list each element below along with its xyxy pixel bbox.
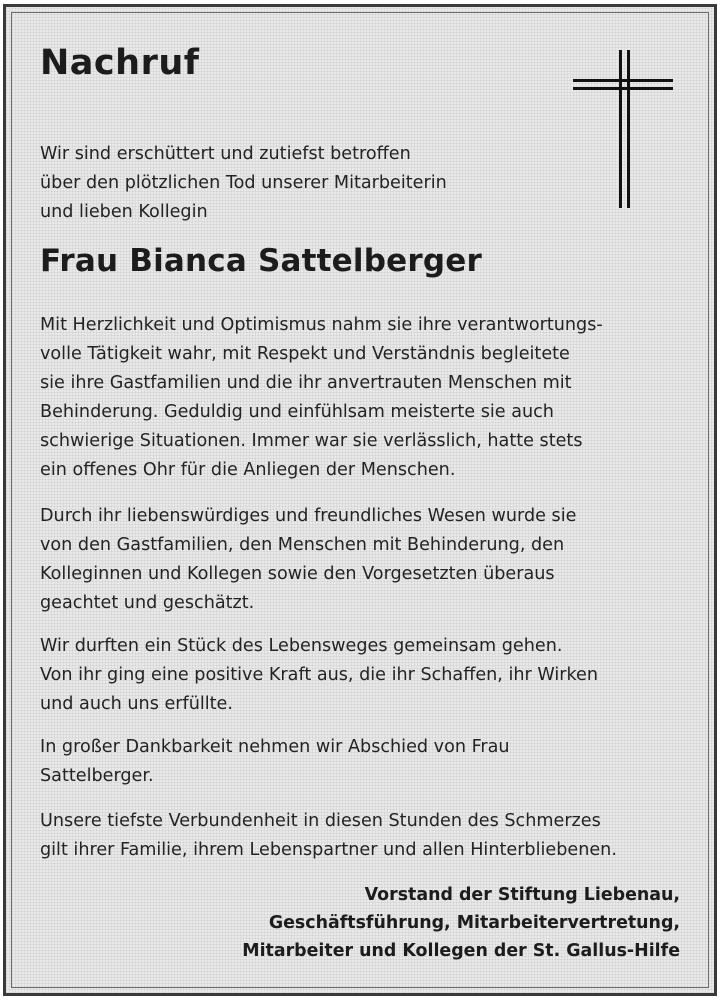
paragraph-journey: Wir durften ein Stück des Lebensweges gemeinsam gehen. Von ihr ging eine positive Kraft aus, die ihr Schaffen, ihr Wirken und auch uns erfüllte. xyxy=(40,636,599,714)
paragraph-tribute: Mit Herzlichkeit und Optimismus nahm sie ihre verantwortungs- volle Tätigkeit wahr, mit Respekt und Verständnis begleitete sie ihre Gastfamilien und die ihr anvertrauten Menschen mit Behinderung. Geduldig und einfühlsam meisterte sie auch schwierige Situationen. Immer war sie verlässlich, hatte stets ein offenes Ohr für die Anliegen der Menschen. xyxy=(40,315,603,480)
paragraph-character: Durch ihr liebenswürdiges und freundliches Wesen wurde sie von den Gastfamilien, den Menschen mit Behinderung, den Kolleginnen und Kollegen sowie den Vorgesetzten überaus geachtet und geschätzt. xyxy=(40,506,577,613)
intro-text: Wir sind erschüttert und zutiefst betroffen über den plötzlichen Tod unserer Mitarbeiterin und lieben Kollegin xyxy=(40,144,447,222)
signature-line: Vorstand der Stiftung Liebenau, xyxy=(364,885,680,905)
paragraph-farewell: In großer Dankbarkeit nehmen wir Abschied von Frau Sattelberger. xyxy=(40,737,510,786)
deceased-name: Frau Bianca Sattelberger xyxy=(40,243,482,279)
paragraph-condolence: Unsere tiefste Verbundenheit in diesen Stunden des Schmerzes gilt ihrer Familie, ihrem Lebenspartner und allen Hinterbliebenen. xyxy=(40,811,617,860)
signature-block xyxy=(242,881,680,965)
signature-line: Mitarbeiter und Kollegen der St. Gallus-Hilfe xyxy=(242,941,680,961)
notice-heading: Nachruf xyxy=(40,43,200,83)
signature-line: Geschäftsführung, Mitarbeitervertretung, xyxy=(268,913,680,933)
